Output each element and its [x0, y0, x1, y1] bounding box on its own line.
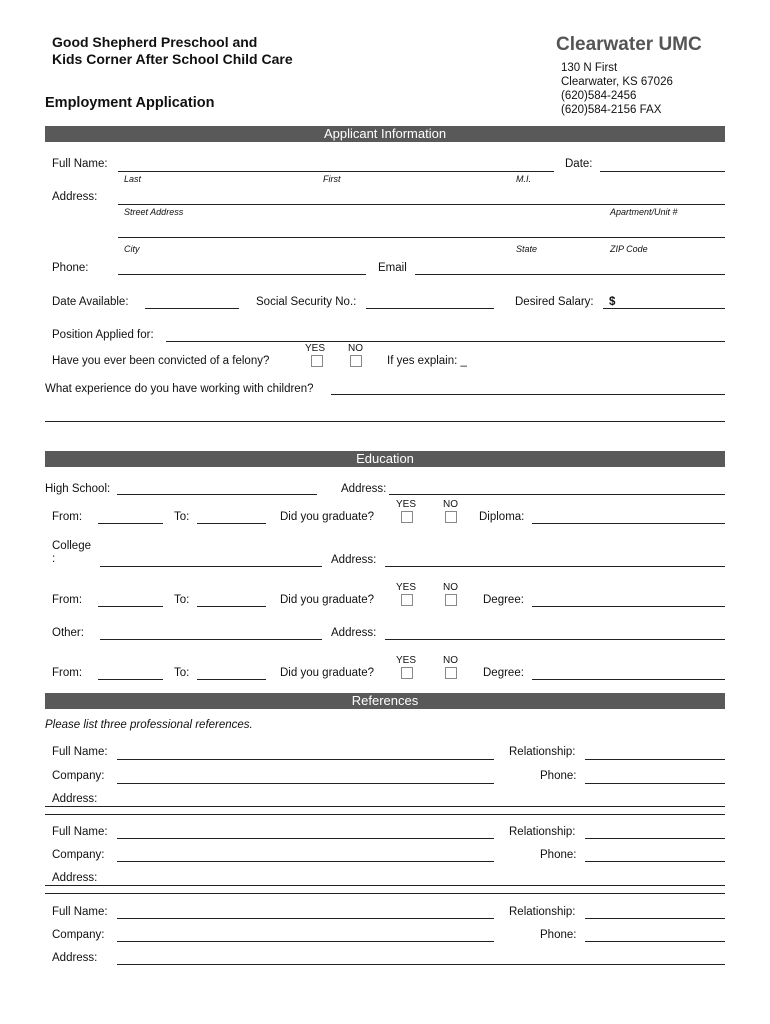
ref3-address-label: Address: [52, 952, 98, 964]
church-fax: (620)584-2156 FAX [561, 104, 662, 116]
college-degree-field[interactable] [532, 606, 725, 607]
date-field[interactable] [600, 171, 725, 172]
ref3-relationship-field[interactable] [585, 918, 725, 919]
college-to-label: To: [174, 594, 190, 606]
ref1-relationship-label: Relationship: [509, 746, 576, 758]
church-address-2: Clearwater, KS 67026 [561, 76, 673, 88]
ref2-full-name-field[interactable] [117, 838, 494, 839]
phone-field[interactable] [118, 274, 366, 275]
phone-label: Phone: [52, 262, 89, 274]
college-degree-label: Degree: [483, 594, 524, 606]
diploma-label: Diploma: [479, 511, 525, 523]
ref1-address-label: Address: [52, 793, 98, 805]
apt-caption: Apartment/Unit # [610, 207, 678, 217]
college-graduate-label: Did you graduate? [280, 594, 374, 606]
date-label: Date: [565, 158, 593, 170]
full-name-field[interactable] [118, 171, 554, 172]
mi-caption: M.I. [516, 174, 531, 184]
experience-field-1[interactable] [331, 394, 725, 395]
other-no-label: NO [443, 655, 458, 666]
full-name-label: Full Name: [52, 158, 108, 170]
email-label: Email [378, 262, 407, 274]
city-caption: City [124, 244, 140, 254]
college-address-label: Address: [331, 554, 377, 566]
ref1-company-label: Company: [52, 770, 105, 782]
other-degree-label: Degree: [483, 667, 524, 679]
other-to-field[interactable] [197, 679, 266, 680]
section-references: References [45, 693, 725, 709]
ref3-address-field[interactable] [117, 964, 725, 965]
felony-no-label: NO [348, 343, 363, 354]
ref3-company-label: Company: [52, 929, 105, 941]
state-caption: State [516, 244, 538, 254]
church-address-1: 130 N First [561, 62, 618, 74]
ref1-full-name-field[interactable] [117, 759, 494, 760]
other-degree-field[interactable] [532, 679, 725, 680]
hs-address-field[interactable] [389, 494, 725, 495]
ref3-company-field[interactable] [117, 941, 494, 942]
college-to-field[interactable] [197, 606, 266, 607]
salary-field[interactable] [603, 308, 725, 309]
college-yes-checkbox[interactable] [401, 594, 413, 606]
ref2-full-name-label: Full Name: [52, 826, 108, 838]
salary-label: Desired Salary: [515, 296, 594, 308]
if-yes-explain-label: If yes explain: _ [387, 355, 467, 367]
other-field[interactable] [100, 639, 322, 640]
other-from-field[interactable] [98, 679, 163, 680]
felony-no-checkbox[interactable] [350, 355, 362, 367]
section-education: Education [45, 451, 725, 467]
ref3-phone-label: Phone: [540, 929, 577, 941]
high-school-label: High School: [45, 483, 111, 495]
salary-dollar-sign: $ [609, 296, 616, 308]
ref1-relationship-field[interactable] [585, 759, 725, 760]
hs-no-checkbox[interactable] [445, 511, 457, 523]
hs-from-label: From: [52, 511, 83, 523]
college-no-label: NO [443, 582, 458, 593]
college-label: College [52, 540, 91, 552]
ref2-phone-field[interactable] [585, 861, 725, 862]
felony-yes-label: YES [305, 343, 326, 354]
ref1-divider [45, 814, 725, 815]
hs-from-field[interactable] [98, 523, 163, 524]
hs-yes-checkbox[interactable] [401, 511, 413, 523]
ref1-phone-label: Phone: [540, 770, 577, 782]
other-no-checkbox[interactable] [445, 667, 457, 679]
city-field[interactable] [118, 237, 725, 238]
org-line-1: Good Shepherd Preschool and [52, 34, 258, 50]
hs-to-label: To: [174, 511, 190, 523]
college-no-checkbox[interactable] [445, 594, 457, 606]
ref2-address-label: Address: [52, 872, 98, 884]
form-title: Employment Application [45, 95, 215, 111]
other-yes-checkbox[interactable] [401, 667, 413, 679]
college-colon: : [52, 553, 56, 565]
felony-yes-checkbox[interactable] [311, 355, 323, 367]
last-caption: Last [124, 174, 142, 184]
ref3-phone-field[interactable] [585, 941, 725, 942]
street-caption: Street Address [124, 207, 184, 217]
ref3-full-name-field[interactable] [117, 918, 494, 919]
hs-address-label: Address: [341, 483, 387, 495]
felony-question: Have you ever been convicted of a felony? [52, 355, 270, 367]
other-yes-label: YES [396, 655, 417, 666]
ref2-phone-label: Phone: [540, 849, 577, 861]
ref3-relationship-label: Relationship: [509, 906, 576, 918]
other-graduate-label: Did you graduate? [280, 667, 374, 679]
ref1-phone-field[interactable] [585, 783, 725, 784]
date-available-label: Date Available: [52, 296, 129, 308]
ref2-relationship-label: Relationship: [509, 826, 576, 838]
church-contact [561, 61, 673, 117]
references-note: Please list three professional references. [45, 719, 253, 731]
college-yes-label: YES [396, 582, 417, 593]
other-to-label: To: [174, 667, 190, 679]
other-address-label: Address: [331, 627, 377, 639]
section-applicant-information: Applicant Information [45, 126, 725, 142]
org-line-2: Kids Corner After School Child Care [52, 51, 293, 67]
ref3-full-name-label: Full Name: [52, 906, 108, 918]
high-school-field[interactable] [117, 494, 317, 495]
ref1-company-field[interactable] [117, 783, 494, 784]
experience-field-2[interactable] [45, 421, 725, 422]
hs-yes-label: YES [396, 499, 417, 510]
other-address-field[interactable] [385, 639, 725, 640]
other-label: Other: [52, 627, 84, 639]
hs-graduate-label: Did you graduate? [280, 511, 374, 523]
college-field[interactable] [100, 566, 322, 567]
first-caption: First [323, 174, 341, 184]
ref1-full-name-label: Full Name: [52, 746, 108, 758]
ref2-address-field[interactable] [45, 885, 725, 886]
college-address-field[interactable] [385, 566, 725, 567]
org-name [52, 34, 293, 68]
experience-question: What experience do you have working with children? [45, 383, 314, 395]
position-label: Position Applied for: [52, 329, 154, 341]
ref2-relationship-field[interactable] [585, 838, 725, 839]
ssn-label: Social Security No.: [256, 296, 357, 308]
diploma-field[interactable] [532, 523, 725, 524]
hs-no-label: NO [443, 499, 458, 510]
ref2-company-field[interactable] [117, 861, 494, 862]
church-phone: (620)584-2456 [561, 90, 637, 102]
email-field[interactable] [415, 274, 725, 275]
church-name: Clearwater UMC [556, 34, 702, 55]
position-field[interactable] [166, 341, 725, 342]
college-from-field[interactable] [98, 606, 163, 607]
hs-to-field[interactable] [197, 523, 266, 524]
ref1-address-field[interactable] [45, 806, 725, 807]
zip-caption: ZIP Code [610, 244, 648, 254]
street-address-field[interactable] [118, 204, 725, 205]
ref2-company-label: Company: [52, 849, 105, 861]
other-from-label: From: [52, 667, 83, 679]
date-available-field[interactable] [145, 308, 239, 309]
ref2-divider [45, 893, 725, 894]
address-label: Address: [52, 191, 98, 203]
ssn-field[interactable] [366, 308, 494, 309]
college-from-label: From: [52, 594, 83, 606]
